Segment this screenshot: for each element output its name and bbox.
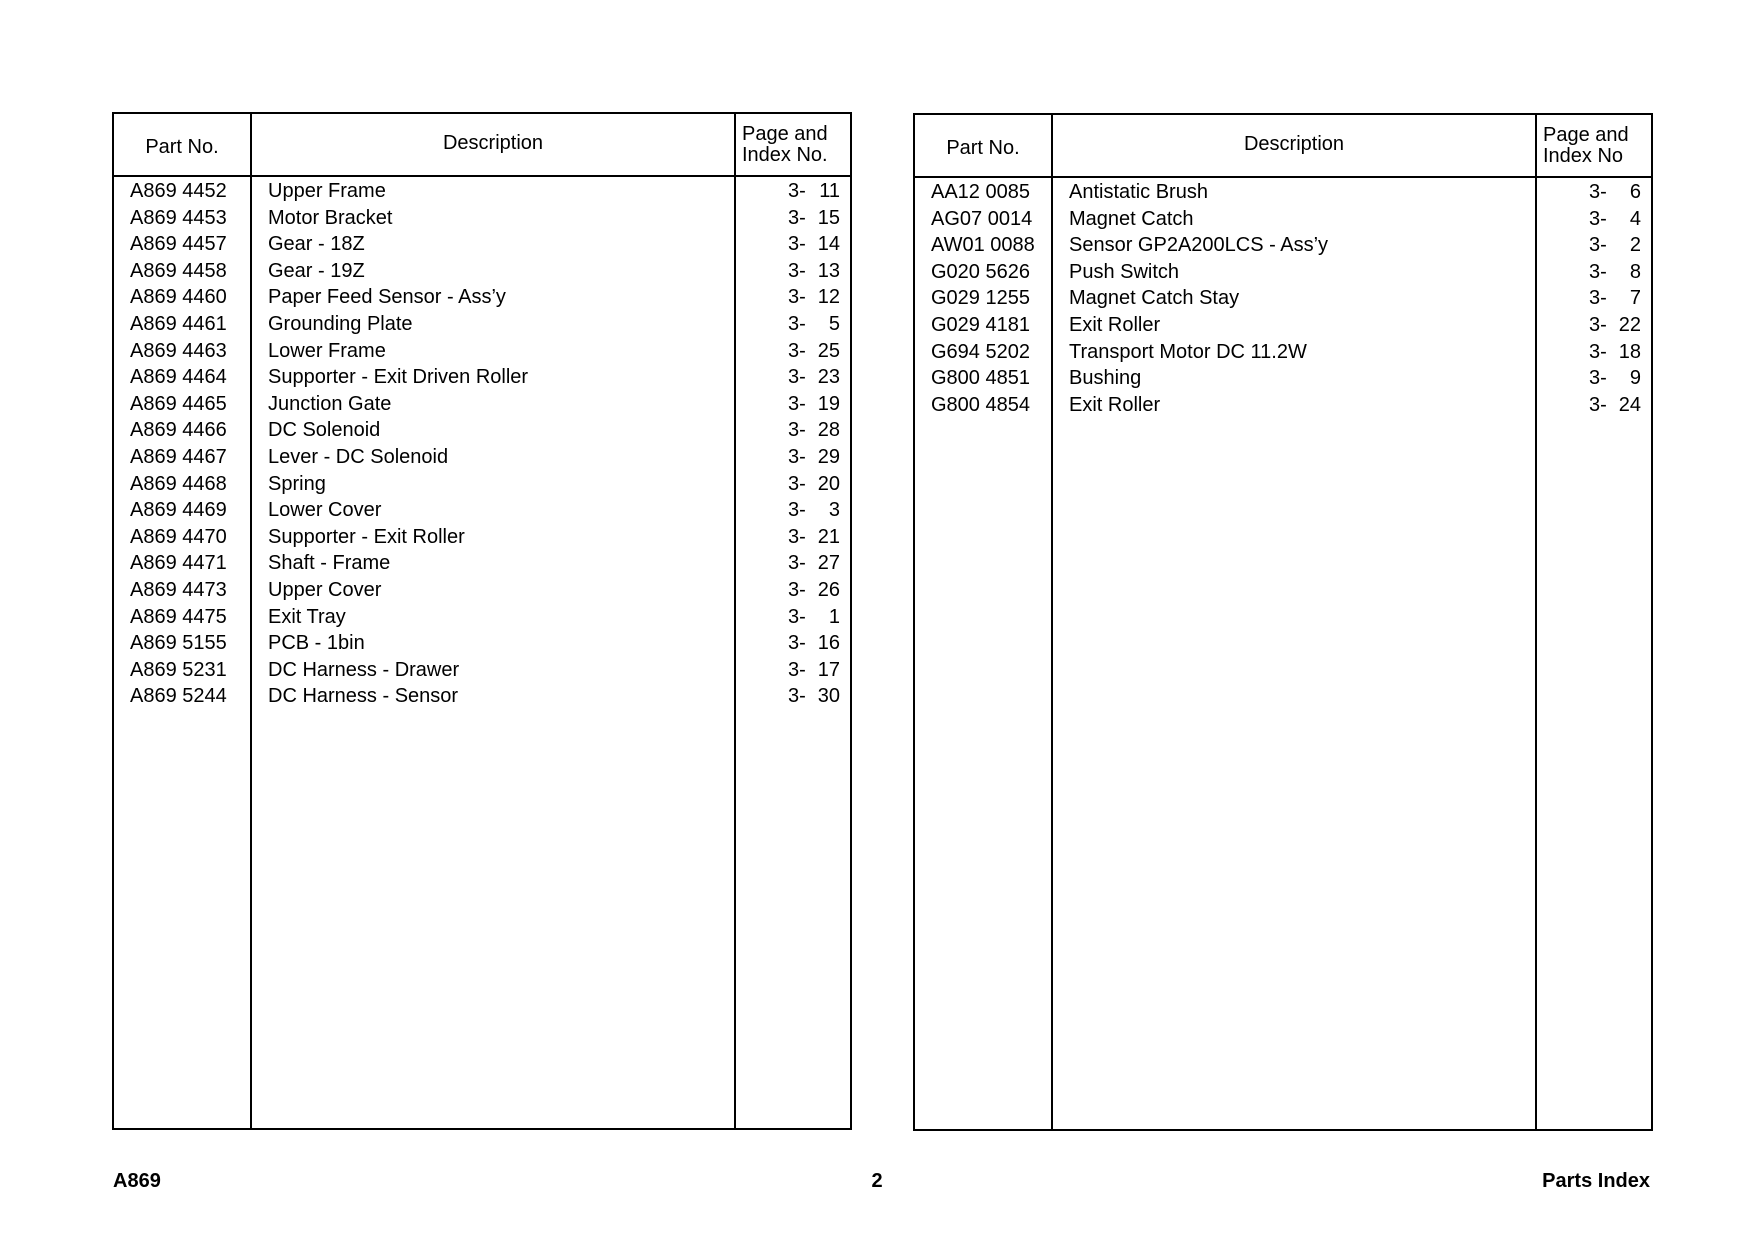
part-number-cell: A869 5231	[130, 658, 227, 681]
index-cell: 17	[817, 658, 840, 681]
page-cell: 3-	[788, 445, 806, 468]
part-number-cell: G800 4851	[931, 367, 1030, 390]
description-cell: Magnet Catch	[1069, 207, 1194, 230]
index-cell: 7	[1629, 287, 1641, 310]
table-row	[114, 497, 850, 524]
description-cell: Supporter - Exit Roller	[268, 525, 465, 548]
page-cell: 3-	[788, 605, 806, 628]
page-cell: 3-	[1589, 207, 1607, 230]
table-body	[915, 179, 1651, 418]
page-cell: 3-	[1589, 287, 1607, 310]
table-row	[114, 205, 850, 232]
table-row	[114, 657, 850, 684]
description-cell: Lower Cover	[268, 499, 382, 522]
table-row	[114, 231, 850, 258]
page-cell: 3-	[1589, 234, 1607, 257]
part-number-cell: A869 5244	[130, 685, 227, 708]
description-cell: Grounding Plate	[268, 312, 413, 335]
index-cell: 3	[828, 499, 840, 522]
description-cell: Push Switch	[1069, 260, 1180, 283]
index-cell: 21	[817, 525, 840, 548]
page-cell: 3-	[788, 180, 806, 202]
part-number-cell: A869 4461	[130, 312, 227, 335]
page-cell: 3-	[788, 392, 806, 415]
table-row	[915, 339, 1651, 366]
part-number-cell: A869 4468	[130, 472, 227, 495]
page-cell: 3-	[788, 286, 806, 309]
part-number-cell: G029 4181	[931, 313, 1030, 336]
footer-section-title: Parts Index	[1542, 1170, 1650, 1192]
header-page-index: Page and Index No.	[742, 122, 828, 166]
description-cell: DC Harness - Drawer	[268, 658, 460, 681]
page-cell: 3-	[788, 658, 806, 681]
part-number-cell: A869 4473	[130, 578, 227, 601]
part-number-cell: AA12 0085	[931, 181, 1030, 203]
part-number-cell: G020 5626	[931, 260, 1030, 283]
index-cell: 8	[1629, 260, 1641, 283]
index-cell: 22	[1618, 313, 1641, 336]
page-cell: 3-	[788, 499, 806, 522]
table-row	[915, 392, 1651, 419]
description-cell: Sensor GP2A200LCS - Ass’y	[1069, 234, 1329, 257]
footer-model: A869	[113, 1170, 161, 1192]
page-cell: 3-	[788, 632, 806, 655]
page-cell: 3-	[788, 578, 806, 601]
header-divider	[915, 176, 1651, 178]
description-cell: Magnet Catch Stay	[1069, 287, 1240, 310]
table-row	[915, 206, 1651, 233]
table-body	[114, 178, 850, 710]
description-cell: Exit Tray	[268, 605, 346, 628]
index-cell: 28	[817, 419, 840, 442]
description-cell: Upper Cover	[268, 578, 382, 601]
part-number-cell: A869 4469	[130, 499, 227, 522]
page-cell: 3-	[788, 206, 806, 229]
index-cell: 12	[817, 286, 840, 309]
header-part-no: Part No.	[145, 136, 219, 158]
description-cell: Junction Gate	[268, 392, 392, 415]
page-cell: 3-	[788, 525, 806, 548]
index-cell: 19	[817, 392, 840, 415]
part-number-cell: A869 5155	[130, 632, 227, 655]
index-cell: 2	[1629, 234, 1641, 257]
description-cell: Lever - DC Solenoid	[268, 445, 449, 468]
index-cell: 20	[817, 472, 840, 495]
page-cell: 3-	[788, 419, 806, 442]
index-cell: 4	[1629, 207, 1641, 230]
table-row	[114, 311, 850, 338]
description-cell: Gear - 18Z	[268, 233, 365, 256]
header-description: Description	[1243, 133, 1345, 155]
footer-page-number: 2	[871, 1170, 883, 1192]
part-number-cell: A869 4458	[130, 259, 227, 282]
part-number-cell: A869 4464	[130, 366, 227, 389]
page-cell: 3-	[1589, 181, 1607, 203]
index-cell: 9	[1629, 367, 1641, 390]
table-row	[114, 284, 850, 311]
index-cell: 14	[817, 233, 840, 256]
index-cell: 15	[817, 206, 840, 229]
index-cell: 27	[817, 552, 840, 575]
description-cell: DC Harness - Sensor	[268, 685, 459, 708]
table-row	[915, 259, 1651, 286]
parts-table-right	[913, 113, 1653, 1131]
index-cell: 29	[817, 445, 840, 468]
table-row	[114, 577, 850, 604]
table-row	[114, 338, 850, 365]
page-cell: 3-	[788, 552, 806, 575]
header-description: Description	[442, 132, 544, 154]
table-row	[915, 232, 1651, 259]
part-number-cell: A869 4471	[130, 552, 227, 575]
page-cell: 3-	[788, 685, 806, 708]
index-cell: 13	[817, 259, 840, 282]
page-cell: 3-	[1589, 367, 1607, 390]
part-number-cell: G800 4854	[931, 393, 1030, 416]
table-row	[114, 471, 850, 498]
table-row	[915, 285, 1651, 312]
description-cell: Gear - 19Z	[268, 259, 365, 282]
index-cell: 18	[1618, 340, 1641, 363]
description-cell: Upper Frame	[268, 180, 386, 202]
page-cell: 3-	[788, 312, 806, 335]
table-row	[915, 179, 1651, 206]
part-number-cell: A869 4467	[130, 445, 227, 468]
table-row	[915, 365, 1651, 392]
index-cell: 6	[1629, 181, 1641, 203]
part-number-cell: A869 4453	[130, 206, 227, 229]
description-cell: Exit Roller	[1069, 313, 1161, 336]
part-number-cell: A869 4457	[130, 233, 227, 256]
page-cell: 3-	[1589, 313, 1607, 336]
description-cell: PCB - 1bin	[268, 632, 365, 655]
table-row	[114, 417, 850, 444]
description-cell: Transport Motor DC 11.2W	[1069, 340, 1307, 363]
header-divider	[114, 175, 850, 177]
table-row	[114, 444, 850, 471]
index-cell: 11	[819, 180, 840, 202]
description-cell: Motor Bracket	[268, 206, 393, 229]
page-cell: 3-	[788, 233, 806, 256]
header-part-no: Part No.	[946, 137, 1020, 159]
description-cell: Bushing	[1069, 367, 1142, 390]
table-row	[114, 604, 850, 631]
description-cell: Exit Roller	[1069, 393, 1161, 416]
table-row	[114, 524, 850, 551]
header-page-index: Page and Index No	[1543, 123, 1629, 167]
index-cell: 24	[1618, 393, 1641, 416]
table-row	[114, 258, 850, 285]
part-number-cell: A869 4466	[130, 419, 227, 442]
index-cell: 1	[828, 605, 840, 628]
parts-table-left	[112, 112, 852, 1130]
part-number-cell: A869 4460	[130, 286, 227, 309]
part-number-cell: A869 4470	[130, 525, 227, 548]
index-cell: 5	[828, 312, 840, 335]
table-row	[114, 550, 850, 577]
part-number-cell: G694 5202	[931, 340, 1030, 363]
page-cell: 3-	[788, 366, 806, 389]
description-cell: Spring	[268, 472, 326, 495]
part-number-cell: G029 1255	[931, 287, 1030, 310]
description-cell: DC Solenoid	[268, 419, 381, 442]
index-cell: 30	[817, 685, 840, 708]
part-number-cell: A869 4465	[130, 392, 227, 415]
description-cell: Lower Frame	[268, 339, 386, 362]
index-cell: 25	[817, 339, 840, 362]
part-number-cell: AW01 0088	[931, 234, 1035, 257]
description-cell: Paper Feed Sensor - Ass’y	[268, 286, 506, 309]
part-number-cell: A869 4463	[130, 339, 227, 362]
table-row	[114, 364, 850, 391]
part-number-cell: A869 4475	[130, 605, 227, 628]
part-number-cell: AG07 0014	[931, 207, 1033, 230]
page-cell: 3-	[1589, 260, 1607, 283]
part-number-cell: A869 4452	[130, 180, 227, 202]
page-cell: 3-	[788, 339, 806, 362]
table-row	[114, 630, 850, 657]
description-cell: Supporter - Exit Driven Roller	[268, 366, 529, 389]
table-row	[915, 312, 1651, 339]
table-row	[114, 683, 850, 710]
table-row	[114, 178, 850, 205]
page-cell: 3-	[788, 472, 806, 495]
table-row	[114, 391, 850, 418]
page-cell: 3-	[788, 259, 806, 282]
index-cell: 26	[817, 578, 840, 601]
index-cell: 16	[817, 632, 840, 655]
index-cell: 23	[817, 366, 840, 389]
page-cell: 3-	[1589, 340, 1607, 363]
description-cell: Shaft - Frame	[268, 552, 391, 575]
page-cell: 3-	[1589, 393, 1607, 416]
description-cell: Antistatic Brush	[1069, 181, 1208, 203]
